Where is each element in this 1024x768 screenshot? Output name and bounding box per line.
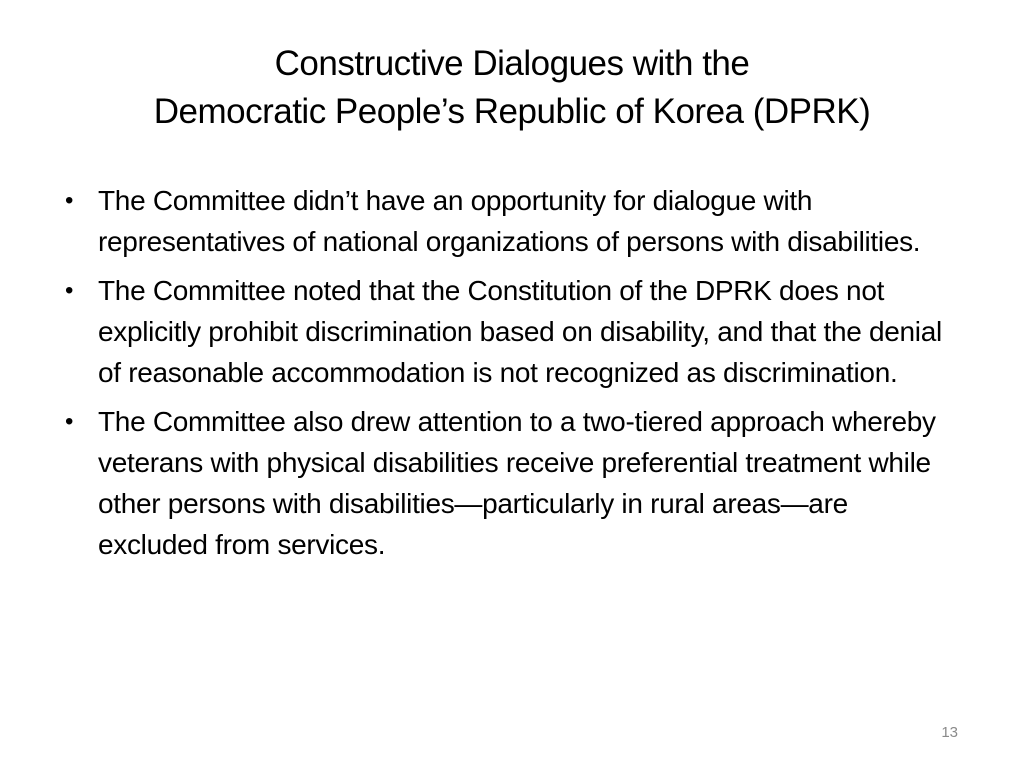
bullet-list (65, 180, 950, 573)
slide-title-line-2: Democratic People’s Republic of Korea (DPRK) (153, 92, 871, 131)
bullet-item (65, 270, 950, 393)
slide-title-line-1: Constructive Dialogues with the (274, 44, 750, 83)
page-number: 13 (941, 724, 958, 741)
bullet-icon: • (65, 408, 74, 435)
bullet-text: The Committee noted that the Constitution of the DPRK does not explicitly prohibit discrimination based on disability, and that the denial of reasonable accommodation is not recognized as discrimination. (98, 275, 942, 388)
bullet-text: The Committee didn’t have an opportunity for dialogue with representatives of national organizations of persons with disabilities. (98, 185, 921, 257)
bullet-item (65, 180, 950, 262)
slide-title (40, 40, 984, 136)
bullet-text: The Committee also drew attention to a two-tiered approach whereby veterans with physical disabilities receive preferential treatment while other persons with disabilities—particularly in rural areas—are excluded from services. (98, 406, 936, 560)
bullet-item (65, 401, 950, 565)
bullet-icon: • (65, 187, 74, 214)
bullet-icon: • (65, 277, 74, 304)
